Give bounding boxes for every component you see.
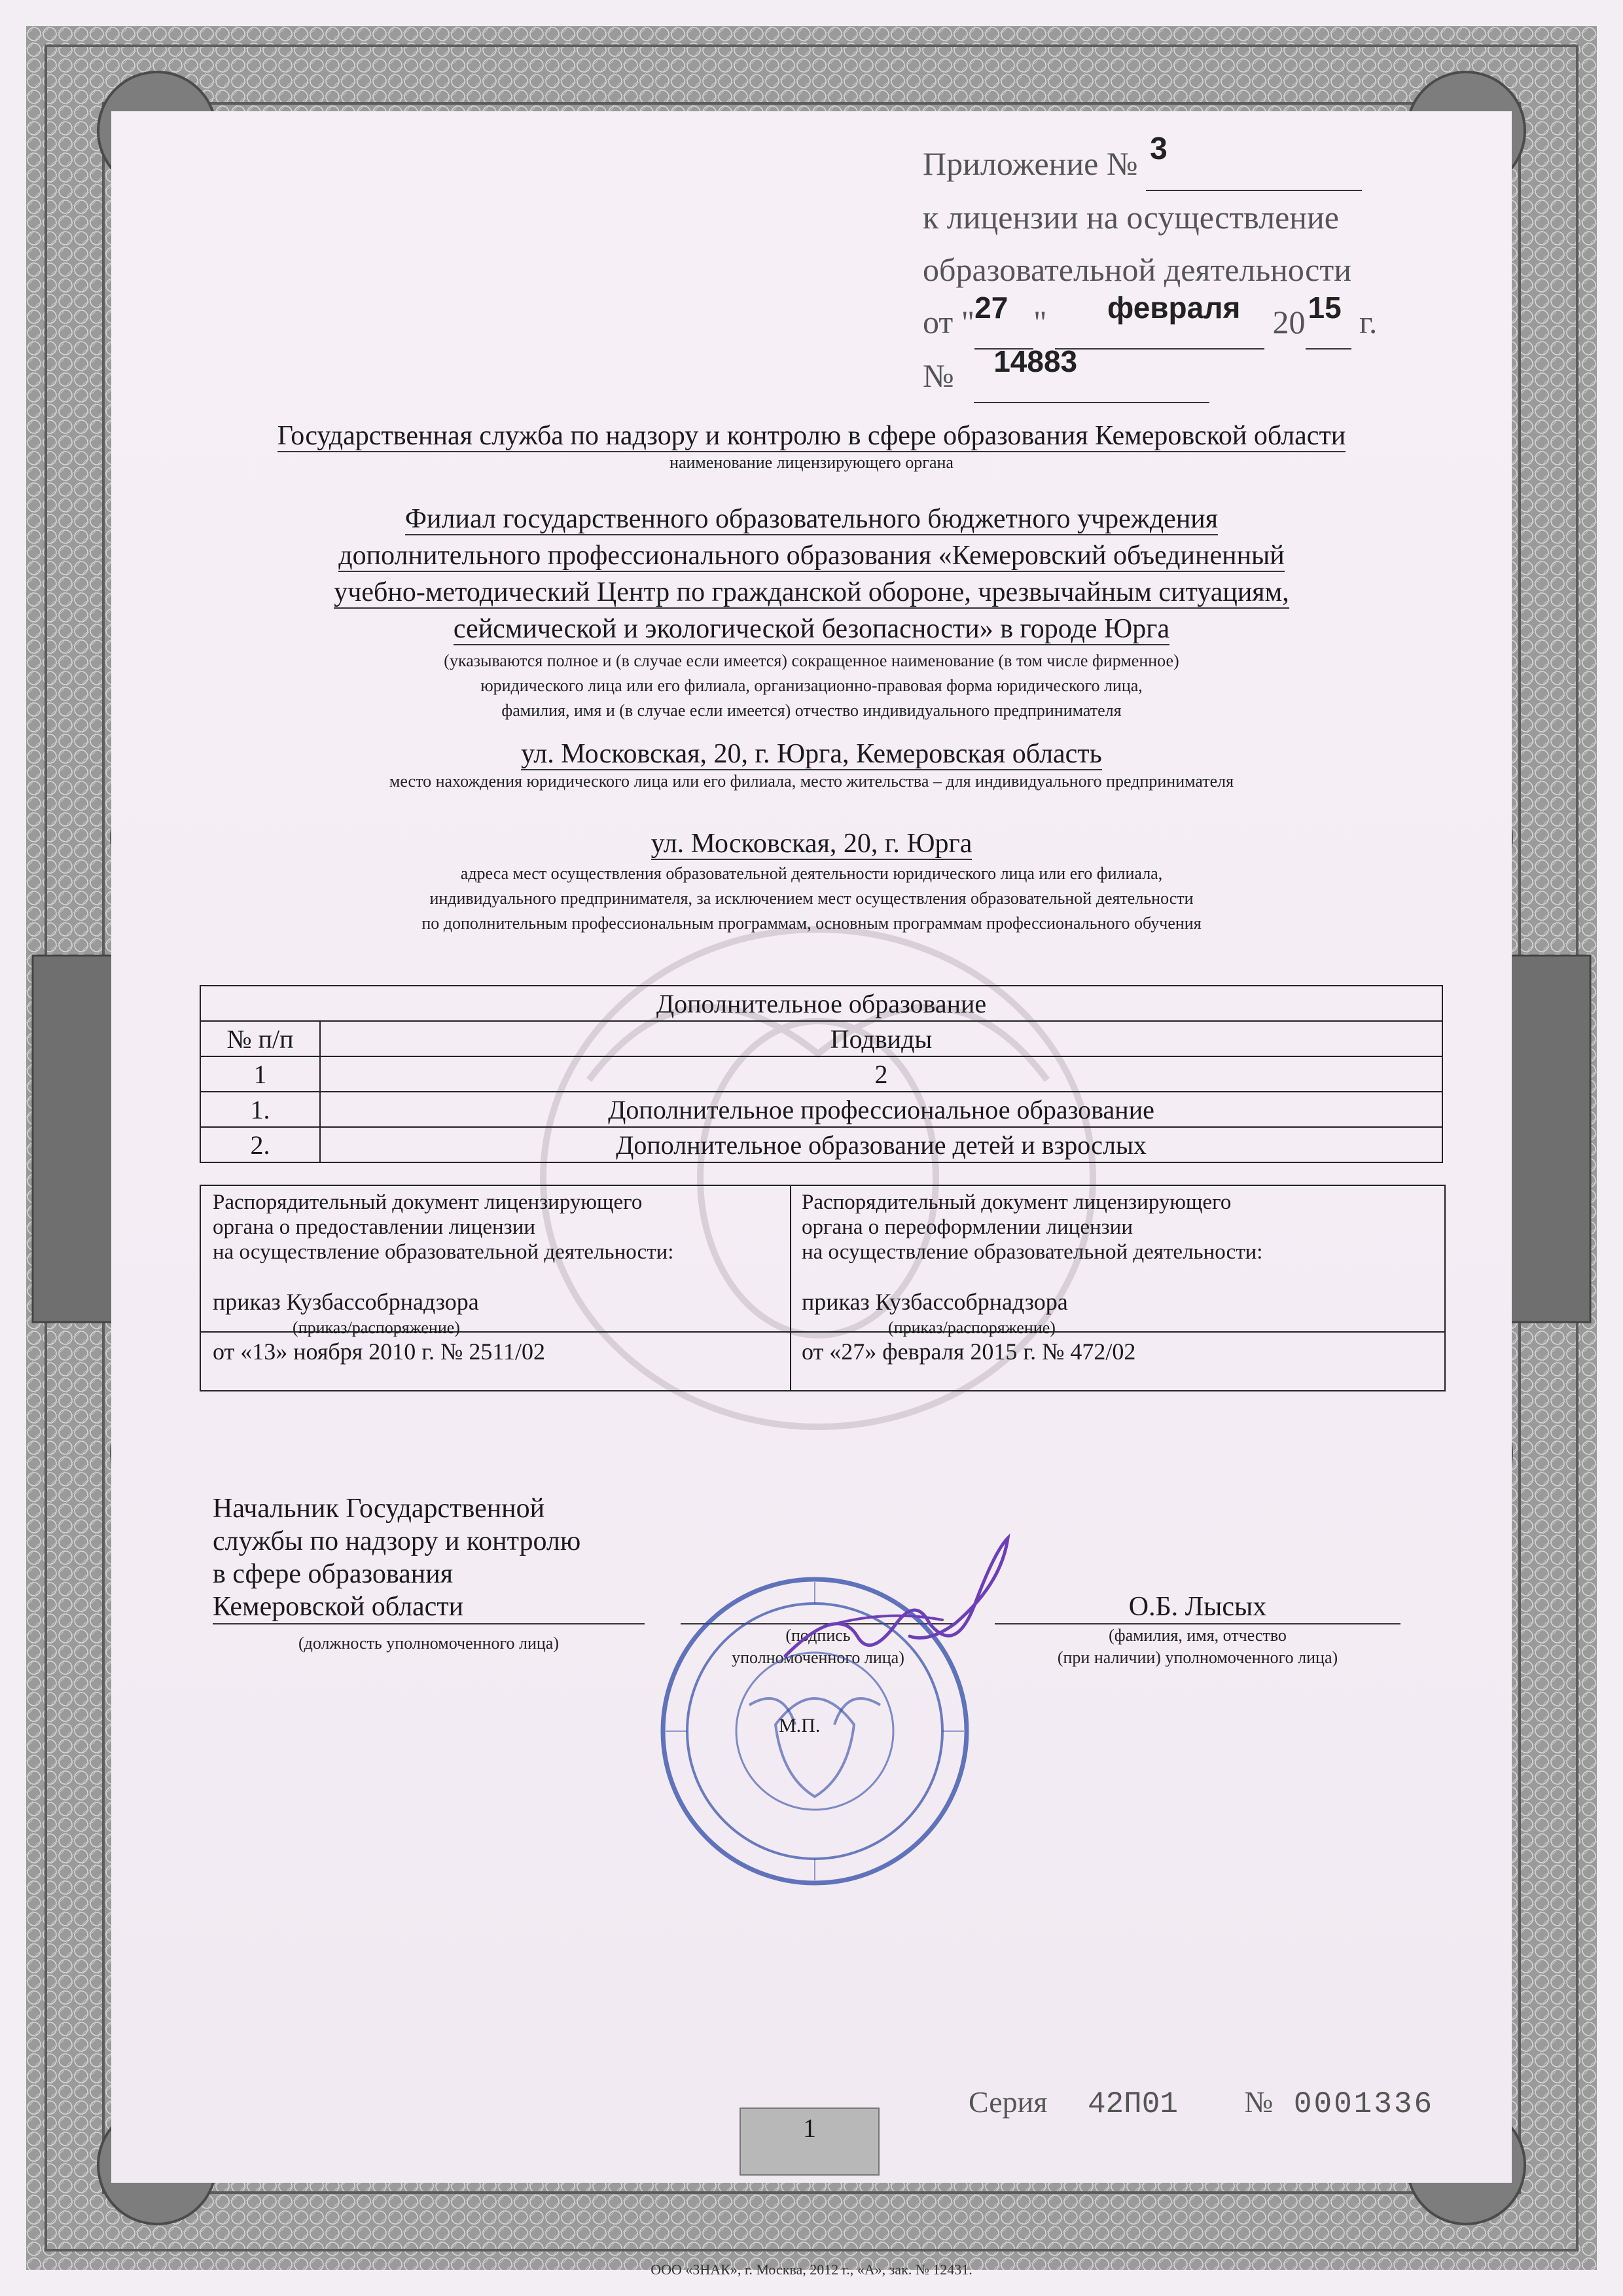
table-cell: Дополнительное профессиональное образование bbox=[320, 1092, 1442, 1127]
appendix-number-field bbox=[1146, 132, 1362, 191]
series-value: 42П01 bbox=[1087, 2087, 1178, 2121]
documents-left-type-caption: (приказ/распоряжение) bbox=[293, 1318, 460, 1337]
activity-caption-1: адреса мест осуществления образовательной деятельности юридического лица или его филиала, bbox=[460, 864, 1163, 883]
date-close-quote: " bbox=[1033, 304, 1047, 340]
signature-caption-2: уполномоченного лица) bbox=[732, 1648, 904, 1667]
year-prefix: 20 bbox=[1272, 304, 1306, 340]
activity-address: ул. Московская, 20, г. Юрга bbox=[651, 829, 972, 859]
handwritten-signature bbox=[759, 1525, 1021, 1676]
activity-caption-2: индивидуального предпринимателя, за исключением мест осуществления образовательной деятельности bbox=[429, 889, 1194, 908]
series-block bbox=[969, 2085, 1434, 2121]
authority-name: Государственная служба по надзору и контролю в сфере образования Кемеровской области bbox=[277, 421, 1346, 451]
documents-left-line-1: Распорядительный документ лицензирующего bbox=[213, 1191, 643, 1214]
table-row bbox=[200, 1056, 1442, 1092]
position-line-4: Кемеровской области bbox=[213, 1590, 645, 1624]
organization-line-1: Филиал государственного образовательного бюджетного учреждения bbox=[404, 504, 1219, 534]
appendix-line-3: образовательной деятельности bbox=[923, 251, 1351, 288]
documents-left-order: приказ Кузбассобрнадзора bbox=[213, 1289, 479, 1315]
table-cell: 1 bbox=[200, 1056, 320, 1092]
organization-caption-2: юридического лица или его филиала, организационно-правовая форма юридического лица, bbox=[480, 676, 1143, 695]
documents-right-date: от «27» февраля 2015 г. № 472/02 bbox=[802, 1338, 1136, 1365]
position-line-1: Начальник Государственной bbox=[213, 1494, 545, 1524]
appendix-number: 3 bbox=[1150, 132, 1168, 166]
date-open-quote: " bbox=[961, 304, 975, 340]
organization-caption-3: фамилия, имя и (в случае если имеется) отчество индивидуального предпринимателя bbox=[501, 701, 1122, 720]
documents-right-order: приказ Кузбассобрнадзора bbox=[802, 1289, 1068, 1315]
documents-left-date: от «13» ноября 2010 г. № 2511/02 bbox=[213, 1338, 545, 1365]
position-caption: (должность уполномоченного лица) bbox=[298, 1634, 559, 1653]
location-block bbox=[157, 736, 1466, 791]
authority-block bbox=[157, 419, 1466, 473]
table-title: Дополнительное образование bbox=[200, 986, 1442, 1021]
month-field bbox=[1055, 291, 1264, 350]
appendix-line-2: к лицензии на осуществление bbox=[923, 199, 1339, 236]
organization-line-4: сейсмической и экологической безопасности» в городе Юрга bbox=[453, 614, 1170, 644]
page-number: 1 bbox=[803, 2113, 816, 2143]
seal-place-label: М.П. bbox=[779, 1715, 821, 1736]
appendix-header bbox=[923, 132, 1446, 403]
series-label: Серия bbox=[969, 2085, 1048, 2119]
license-number-value: 14883 bbox=[993, 344, 1078, 378]
organization-line-3: учебно-методический Центр по гражданской обороне, чрезвычайным ситуациям, bbox=[334, 577, 1289, 607]
documents-right-line-3: на осуществление образовательной деятельности: bbox=[802, 1240, 1263, 1264]
documents-left-line-3: на осуществление образовательной деятельности: bbox=[213, 1240, 674, 1264]
table-row bbox=[200, 1092, 1442, 1127]
table-cell: Дополнительное образование детей и взрослых bbox=[320, 1127, 1442, 1162]
signature-caption-1: (подпись bbox=[785, 1626, 851, 1645]
activity-caption-3: по дополнительным профессиональным программам, основным программам профессионального обучения bbox=[421, 914, 1202, 933]
documents-left-line-2: органа о предоставлении лицензии bbox=[213, 1215, 536, 1239]
page-number-plate bbox=[740, 2108, 880, 2176]
organization-line-2: дополнительного профессионального образования «Кемеровский объединенный bbox=[338, 541, 1285, 571]
documents-right-line-2: органа о переоформлении лицензии bbox=[802, 1215, 1133, 1239]
table-cell: 2 bbox=[320, 1056, 1442, 1092]
activity-address-block bbox=[157, 826, 1466, 936]
position-line-3: в сфере образования bbox=[213, 1559, 454, 1589]
table-header-number: № п/п bbox=[200, 1021, 320, 1056]
license-number-field bbox=[974, 344, 1209, 403]
table-cell: 2. bbox=[200, 1127, 320, 1162]
license-number-label: № bbox=[923, 357, 954, 394]
year-abbr: г. bbox=[1359, 304, 1378, 340]
education-table bbox=[200, 985, 1443, 1163]
license-number-line bbox=[923, 344, 1446, 403]
number-value: 0001336 bbox=[1293, 2087, 1435, 2121]
name-caption-1: (фамилия, имя, отчество bbox=[1109, 1626, 1287, 1645]
year-field bbox=[1306, 291, 1351, 350]
signatory-name-field bbox=[995, 1590, 1400, 1669]
appendix-label: Приложение № bbox=[923, 145, 1138, 182]
location-caption: место нахождения юридического лица или его филиала, место жительства – для индивидуального предпринимателя bbox=[389, 772, 1234, 791]
day-value: 27 bbox=[974, 291, 1008, 325]
location-address: ул. Московская, 20, г. Юрга, Кемеровская область bbox=[521, 739, 1102, 769]
documents-right-type-caption: (приказ/распоряжение) bbox=[888, 1318, 1056, 1337]
signatory-name: О.Б. Лысых bbox=[995, 1590, 1400, 1624]
year-suffix: 15 bbox=[1308, 291, 1342, 325]
documents-right-line-1: Распорядительный документ лицензирующего bbox=[802, 1191, 1232, 1214]
authority-caption: наименование лицензирующего органа bbox=[669, 453, 954, 472]
table-cell: 1. bbox=[200, 1092, 320, 1127]
documents-left bbox=[213, 1190, 782, 1394]
signatory-position bbox=[213, 1492, 645, 1660]
appendix-line-1 bbox=[923, 132, 1446, 191]
table-row bbox=[200, 1127, 1442, 1162]
number-label: № bbox=[1244, 2085, 1274, 2119]
organization-block bbox=[157, 501, 1466, 723]
documents-divider-vertical bbox=[790, 1186, 791, 1390]
month-value: февраля bbox=[1107, 291, 1241, 325]
position-line-2: службы по надзору и контролю bbox=[213, 1526, 581, 1556]
date-prefix: от bbox=[923, 304, 954, 340]
printer-imprint: ООО «ЗНАК», г. Москва, 2012 г., «А», зак. № 12431. bbox=[651, 2261, 972, 2278]
documents-box bbox=[200, 1185, 1446, 1391]
organization-caption-1: (указываются полное и (в случае если имеется) сокращенное наименование (в том числе фирменное) bbox=[444, 651, 1179, 670]
name-caption-2: (при наличии) уполномоченного лица) bbox=[1057, 1648, 1338, 1667]
table-header-subtypes: Подвиды bbox=[320, 1021, 1442, 1056]
documents-right bbox=[802, 1190, 1436, 1394]
